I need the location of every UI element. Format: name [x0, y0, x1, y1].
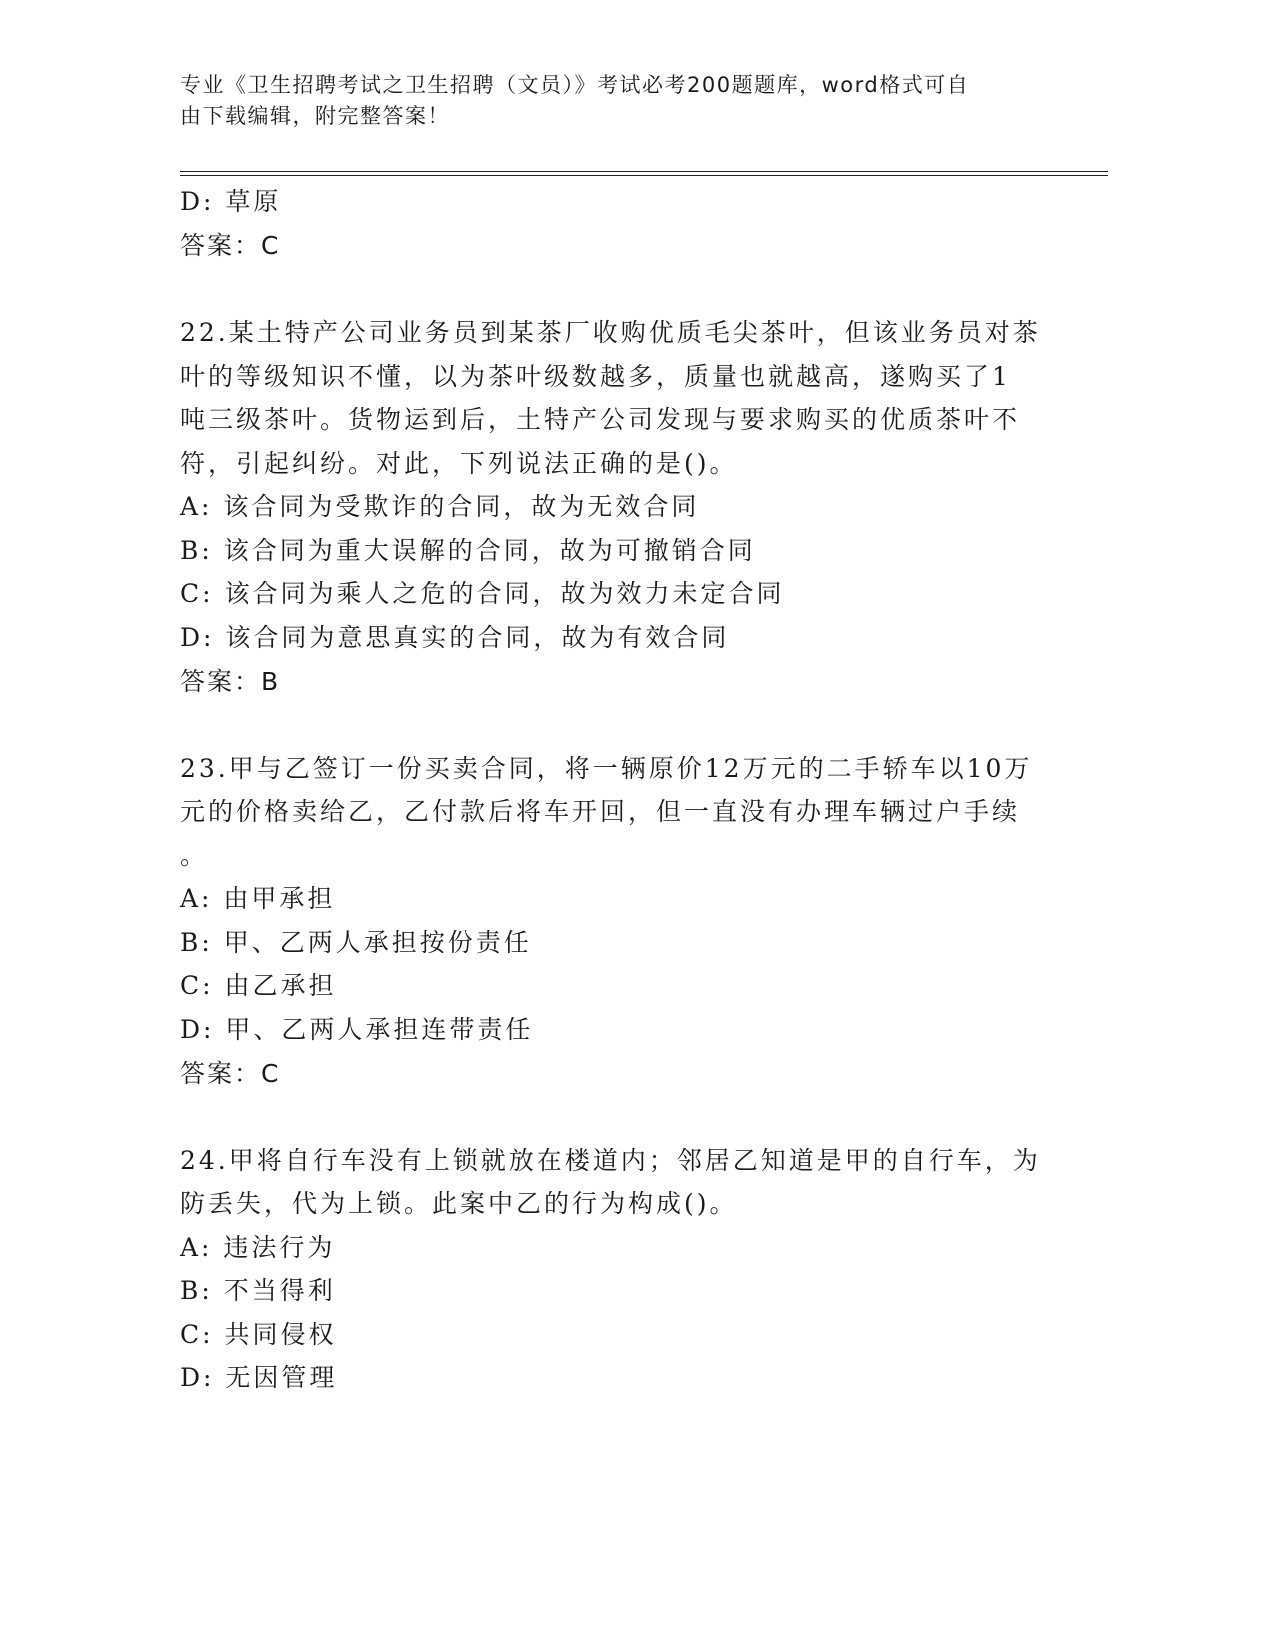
document-header: [180, 70, 1040, 132]
q22-option-c: C: 该合同为乘人之危的合同，故为效力未定合同: [180, 579, 785, 608]
q24-option-a: A: 违法行为: [180, 1233, 336, 1262]
q22-answer: 答案：B: [180, 667, 281, 696]
prev-option-d: D: 草原: [180, 187, 282, 216]
q22-text-line-3: 吨三级茶叶。货物运到后，土特产公司发现与要求购买的优质茶叶不: [180, 405, 1021, 434]
prev-answer: 答案：C: [180, 231, 281, 260]
q24-text-line-2: 防丢失，代为上锁。此案中乙的行为构成()。: [180, 1189, 738, 1218]
q23-option-c: C: 由乙承担: [180, 971, 337, 1000]
header-line-2: 由下载编辑，附完整答案！: [180, 104, 450, 128]
header-divider-top: [180, 171, 1108, 172]
header-divider-bottom: [180, 175, 1108, 176]
q22-text-line-2: 叶的等级知识不懂，以为茶叶级数越多，质量也就越高，遂购买了1: [180, 362, 1011, 391]
q22-option-d: D: 该合同为意思真实的合同，故为有效合同: [180, 623, 730, 652]
q22-option-a: A: 该合同为受欺诈的合同，故为无效合同: [180, 492, 700, 521]
q24-option-b: B: 不当得利: [180, 1276, 336, 1305]
header-line-1: 专业《卫生招聘考试之卫生招聘（文员）》考试必考200题题库，word格式可自: [180, 73, 970, 97]
q24-text-line-1: 24.甲将自行车没有上锁就放在楼道内；邻居乙知道是甲的自行车，为: [180, 1146, 1041, 1175]
q23-text-line-1: 23.甲与乙签订一份买卖合同，将一辆原价12万元的二手轿车以10万: [180, 754, 1033, 783]
q24-option-c: C: 共同侵权: [180, 1320, 337, 1349]
q23-text-line-2: 元的价格卖给乙，乙付款后将车开回，但一直没有办理车辆过户手续: [180, 797, 1021, 826]
q23-text-line-3: 。: [180, 841, 209, 870]
q23-option-a: A: 由甲承担: [180, 884, 336, 913]
q23-answer: 答案：C: [180, 1059, 281, 1088]
q24-option-d: D: 无因管理: [180, 1363, 338, 1392]
q23-option-d: D: 甲、乙两人承担连带责任: [180, 1015, 534, 1044]
q22-text-line-1: 22.某土特产公司业务员到某茶厂收购优质毛尖茶叶，但该业务员对茶: [180, 318, 1041, 347]
q22-option-b: B: 该合同为重大误解的合同，故为可撤销合同: [180, 536, 756, 565]
q22-text-line-4: 符，引起纠纷。对此，下列说法正确的是()。: [180, 449, 738, 478]
q23-option-b: B: 甲、乙两人承担按份责任: [180, 928, 532, 957]
